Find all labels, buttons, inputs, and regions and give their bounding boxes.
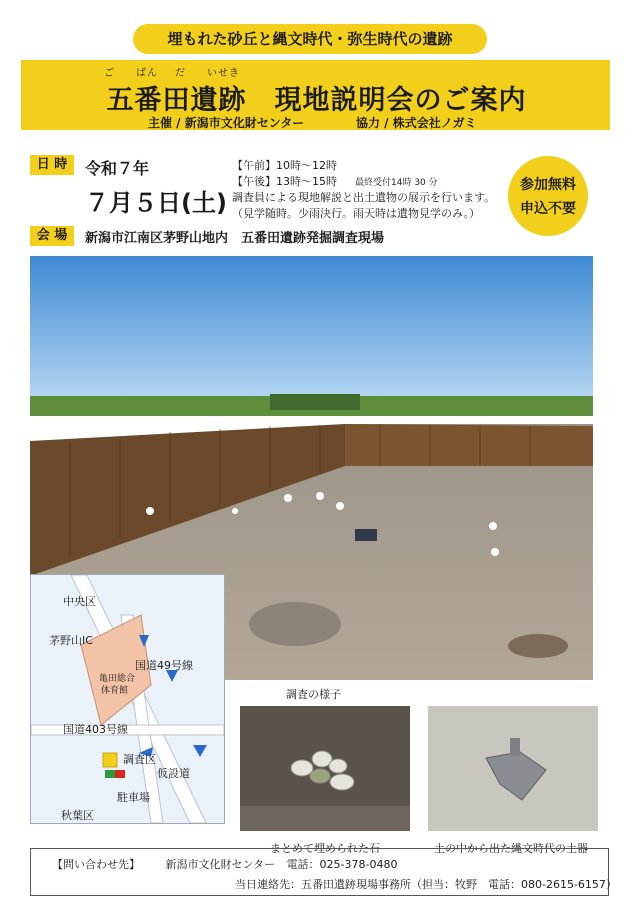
access-map: [30, 574, 225, 824]
stones-photo: [240, 706, 410, 831]
subtitle-banner: 埋もれた砂丘と縄文時代・弥生時代の遺跡: [133, 24, 487, 54]
event-date: ７月５日(土): [85, 189, 227, 217]
map-roads: [31, 575, 224, 823]
venue-text: 新潟市江南区茅野山地内 五番田遺跡発掘調査現場: [85, 231, 385, 246]
schedule-pm: 【午後】13時～15時: [232, 175, 337, 188]
last-entry: 最終受付14時 30 分: [355, 178, 438, 188]
badge-line1: 参加無料: [520, 177, 576, 193]
event-description: 調査員による現地解説と出土遺物の展示を行います。: [232, 191, 496, 204]
ruby-go: ご: [104, 68, 115, 79]
contact-phone: 電話：025-378-0480: [286, 858, 398, 871]
venue-label: 会 場: [30, 226, 74, 246]
page-title: 五番田遺跡 現地説明会のご案内: [106, 85, 527, 116]
map-label-site: 調査区: [123, 753, 156, 766]
stones-caption: まとめて埋められた石: [270, 842, 380, 855]
map-label-gym2: 体育館: [101, 686, 129, 696]
map-label-route49: 国道49号線: [135, 659, 193, 672]
main-photo-caption: 調査の様子: [286, 688, 341, 701]
organizer: 主催 / 新潟市文化財センター: [148, 116, 305, 130]
pottery-photo: [428, 706, 598, 831]
map-label-ic: 茅野山IC: [49, 634, 93, 647]
free-badge: [508, 156, 588, 236]
date-label: 日 時: [30, 155, 74, 175]
contact-label: 【問い合わせ先】: [52, 858, 140, 871]
map-label-route403: 国道403号線: [63, 723, 128, 736]
cooperation: 協力 / 株式会社ノガミ: [356, 116, 477, 130]
event-era: 令和７年: [85, 159, 150, 178]
contact-org: 新潟市文化財センター: [165, 858, 276, 871]
contact-line1: [52, 856, 398, 872]
pottery-caption: 土の中から出た縄文時代の土器: [434, 842, 588, 855]
schedule-am: 【午前】10時～12時: [232, 159, 337, 172]
map-label-gym1: 亀田総合: [99, 674, 136, 684]
badge-line2: 申込不要: [520, 201, 576, 217]
map-label-akiha: 秋葉区: [61, 809, 94, 822]
contact-onday: 当日連絡先：五番田遺跡現場事務所（担当：牧野 電話：080-2615-6157）: [235, 878, 617, 891]
map-label-temp-road: 仮設道: [157, 767, 190, 780]
stones-illustration: [240, 706, 410, 831]
ruby-ban: ばん: [136, 68, 158, 79]
ruby-iseki: いせき: [207, 68, 240, 79]
pottery-illustration: [428, 706, 598, 831]
ruby-da: だ: [175, 68, 186, 79]
event-note: （見学随時。少雨決行。雨天時は遺物見学のみ。）: [232, 207, 481, 220]
map-label-parking: 駐車場: [117, 791, 150, 804]
map-label-chuo: 中央区: [63, 595, 96, 608]
